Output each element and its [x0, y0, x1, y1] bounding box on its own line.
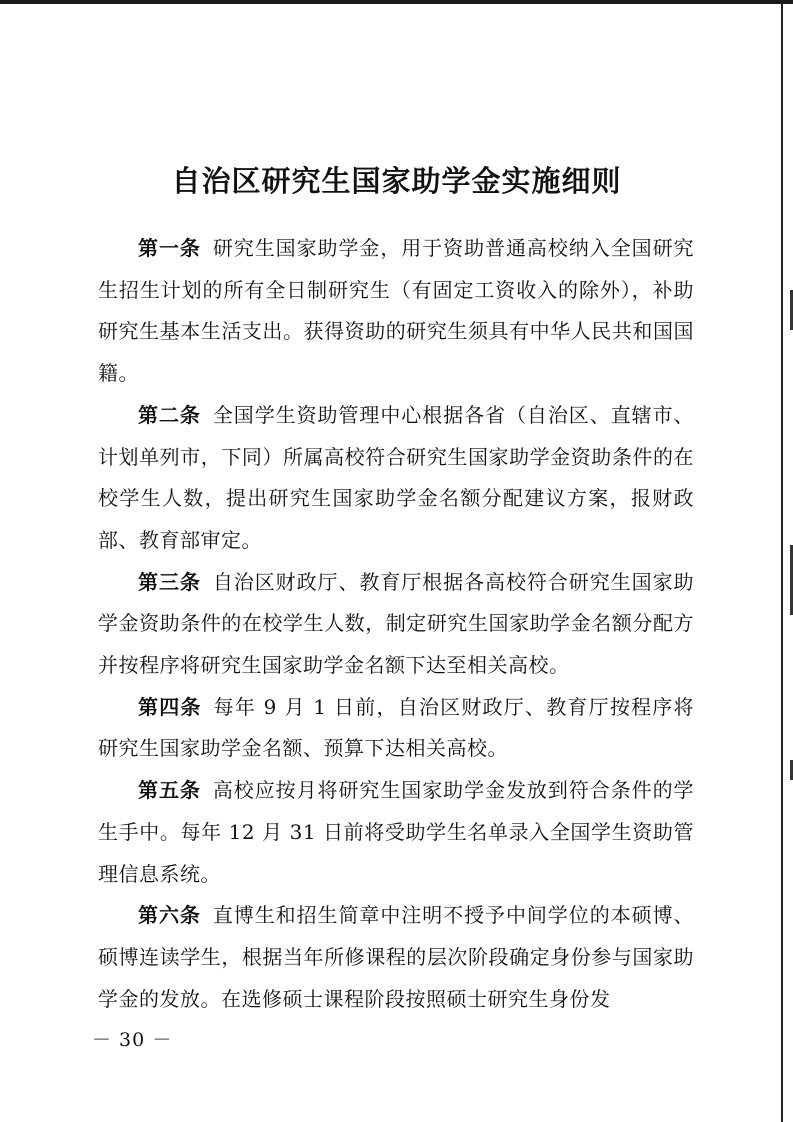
article-text: 每年 9 月 1 日前，自治区财政厅、教育厅按程序将研究生国家助学金名额、预算下达相关高校。: [98, 694, 694, 761]
document-body: [98, 228, 694, 1020]
page-top-edge: [0, 0, 793, 4]
article-paragraph: [98, 895, 694, 1020]
page-number: － 30 －: [92, 1029, 173, 1051]
article-text: 高校应按月将研究生国家助学金发放到符合条件的学生手中。每年 12 月 31 日前将受助学生名单录入全国学生资助管理信息系统。: [98, 778, 695, 886]
article-paragraph: [98, 228, 694, 395]
article-label: 第四条: [138, 694, 202, 719]
article-label: 第六条: [138, 903, 201, 928]
article-text: 自治区财政厅、教育厅根据各高校符合研究生国家助学金资助条件的在校学生人数，制定研究生国家助学金名额分配方并按程序将研究生国家助学金名额下达至相关高校。: [98, 569, 695, 678]
article-label: 第五条: [138, 778, 201, 803]
article-paragraph: [98, 395, 694, 562]
article-paragraph: [98, 770, 694, 895]
document-title: 自治区研究生国家助学金实施细则: [171, 164, 622, 199]
article-label: 第二条: [138, 402, 201, 427]
article-label: 第三条: [138, 569, 201, 594]
article-label: 第一条: [138, 236, 201, 260]
article-text: 研究生国家助学金，用于资助普通高校纳入全国研究生招生计划的所有全日制研究生（有固定工资收入的除外），补助研究生基本生活支出。获得资助的研究生须具有中华人民共和国国籍。: [98, 236, 695, 386]
article-paragraph: [98, 562, 694, 687]
article-text: 直博生和招生简章中注明不授予中间学位的本硕博、硕博连读学生，根据当年所修课程的层次阶段确定身份参与国家助学金的发放。在选修硕士课程阶段按照硕士研究生身份发: [98, 903, 695, 1011]
article-text: 全国学生资助管理中心根据各省（自治区、直辖市、计划单列市，下同）所属高校符合研究生国家助学金资助条件的在校学生人数，提出研究生国家助学金名额分配建议方案，报财政部、教育部审定。: [98, 402, 695, 552]
article-paragraph: [98, 687, 694, 770]
